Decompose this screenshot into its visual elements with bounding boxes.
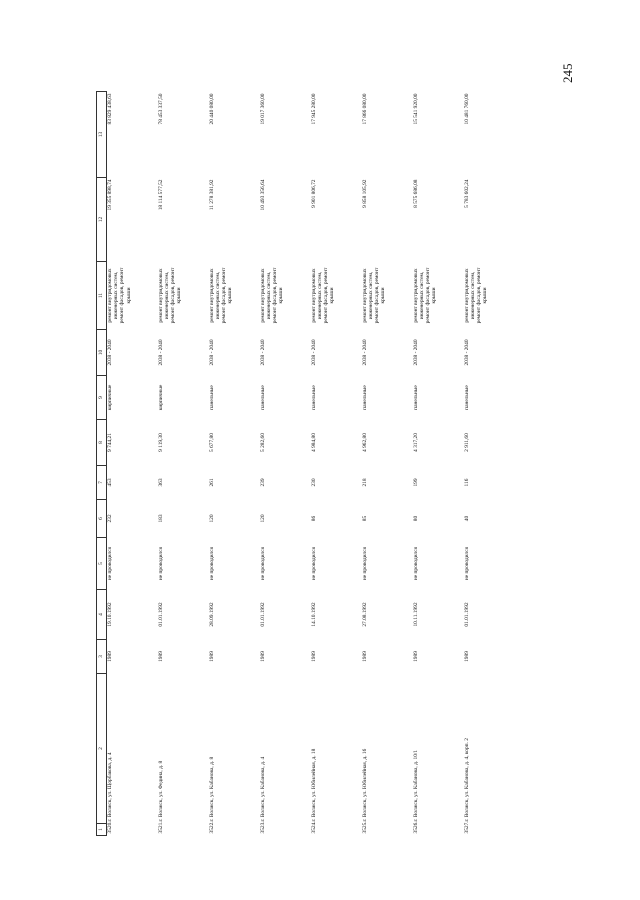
row-number: 3523. xyxy=(259,821,266,834)
works-cell: ремонт внутридомовых инженерных систем, ремонт фасадов, ремонт крыши xyxy=(208,267,234,324)
walls-cell: панельные xyxy=(259,385,266,410)
row-number: 3526. xyxy=(412,821,419,834)
table-row xyxy=(311,92,362,836)
area-cell: 4 962,80 xyxy=(361,433,368,452)
residents-cell: 453 xyxy=(107,478,113,487)
header-col-9: 9 xyxy=(97,376,107,420)
residents-cell: 218 xyxy=(361,478,368,487)
address-cell: г. Волжск, ул. Кабанова, д. 4 xyxy=(259,756,266,822)
period-cell: 2038 - 2040 xyxy=(361,339,368,366)
period-cell: 2038 - 2040 xyxy=(310,339,317,366)
overhaul-cell: не проводился xyxy=(259,546,266,581)
row-number: 3527. xyxy=(463,821,470,834)
apartments-cell: 120 xyxy=(259,514,266,523)
residents-cell: 239 xyxy=(259,478,266,487)
address-cell: г. Волжск, ул. Кабанова, д. 10/1 xyxy=(412,749,419,822)
period-cell: 2038 - 2040 xyxy=(259,339,266,366)
year-cell: 1989 xyxy=(310,651,317,662)
address-cell: г. Волжск, ул. Юбилейная, д. 18 xyxy=(310,748,317,822)
header-col-3: 3 xyxy=(97,640,107,674)
area-cell: 5 677,80 xyxy=(208,433,215,452)
privatization-date-cell: 01.01.1992 xyxy=(463,602,470,627)
overhaul-cell: не проводился xyxy=(310,546,317,581)
cost-cell: 8 575 686,08 xyxy=(412,179,419,208)
header-col-7: 7 xyxy=(97,466,107,500)
table-body xyxy=(107,92,515,836)
header-col-1: 1 xyxy=(97,824,107,836)
capital-repair-table xyxy=(96,91,515,836)
residents-cell: 230 xyxy=(310,478,317,487)
residents-cell: 116 xyxy=(463,478,470,487)
header-col-8: 8 xyxy=(97,420,107,466)
header-col-5: 5 xyxy=(97,538,107,590)
overhaul-cell: не проводился xyxy=(157,546,164,581)
cost-cell: 9 858 105,92 xyxy=(361,179,368,208)
privatization-date-cell: 19.10.1992 xyxy=(107,602,113,627)
privatization-date-cell: 10.11.1992 xyxy=(412,602,419,627)
total-cost-cell: 17 945 280,00 xyxy=(310,93,317,125)
overhaul-cell: не проводился xyxy=(361,546,368,581)
cost-cell: 5 783 602,24 xyxy=(463,179,470,208)
total-cost-cell: 10 481 760,00 xyxy=(463,93,470,125)
table-row xyxy=(158,92,209,836)
walls-cell: панельные xyxy=(463,385,470,410)
works-cell: ремонт внутридомовых инженерных систем, ремонт фасадов, ремонт крыши xyxy=(463,267,489,324)
overhaul-cell: не проводился xyxy=(208,546,215,581)
total-cost-cell: 83 829 438,63 xyxy=(107,93,113,125)
total-cost-cell: 17 866 080,00 xyxy=(361,93,368,125)
address-cell: г. Волжск, ул. Юбилейная, д. 16 xyxy=(361,748,368,822)
works-cell: ремонт внутридомовых инженерных систем, ремонт фасадов, ремонт крыши xyxy=(259,267,285,324)
cost-cell: 11 278 381,92 xyxy=(208,179,215,211)
row-number: 3520. xyxy=(107,821,113,834)
header-col-4: 4 xyxy=(97,590,107,640)
table-header xyxy=(97,92,107,836)
cost-cell: 9 901 806,72 xyxy=(310,179,317,208)
residents-cell: 199 xyxy=(412,478,419,487)
area-cell: 4 317,20 xyxy=(412,433,419,452)
period-cell: 2038 - 2040 xyxy=(412,339,419,366)
rotated-table-sheet xyxy=(96,92,530,836)
works-cell: ремонт внутридомовых инженерных систем, ремонт фасадов, ремонт крыши xyxy=(361,267,387,324)
apartments-cell: 232 xyxy=(107,514,113,523)
period-cell: 2038 - 2040 xyxy=(463,339,470,366)
walls-cell: панельные xyxy=(412,385,419,410)
cost-cell: 10 493 356,64 xyxy=(259,179,266,211)
table-row xyxy=(209,92,260,836)
header-col-11: 11 xyxy=(97,262,107,330)
year-cell: 1989 xyxy=(412,651,419,662)
works-cell: ремонт внутридомовых инженерных систем, ремонт фасадов, ремонт крыши xyxy=(310,267,336,324)
total-cost-cell: 19 017 360,00 xyxy=(259,93,266,125)
apartments-cell: 86 xyxy=(310,515,317,522)
privatization-date-cell: 28.09.1992 xyxy=(208,602,215,627)
year-cell: 1989 xyxy=(463,651,470,662)
apartments-cell: 40 xyxy=(463,515,470,522)
period-cell: 2038 - 2040 xyxy=(208,339,215,366)
address-cell: г. Волжск, ул. Кабанова, д. 8 xyxy=(208,756,215,822)
row-number: 3522. xyxy=(208,821,215,834)
apartments-cell: 80 xyxy=(412,515,419,522)
residents-cell: 261 xyxy=(208,478,215,487)
table-row xyxy=(464,92,515,836)
privatization-date-cell: 01.01.1992 xyxy=(259,602,266,627)
row-number: 3521. xyxy=(157,821,164,834)
walls-cell: панельные xyxy=(310,385,317,410)
table-row xyxy=(362,92,413,836)
overhaul-cell: не проводился xyxy=(412,546,419,581)
area-cell: 5 282,60 xyxy=(259,433,266,452)
total-cost-cell: 15 541 920,00 xyxy=(412,93,419,125)
walls-cell: панельные xyxy=(361,385,368,410)
year-cell: 1989 xyxy=(107,651,113,662)
header-col-6: 6 xyxy=(97,500,107,538)
address-cell: г. Волжск, ул. Кабанова, д. 4, корп. 2 xyxy=(463,738,470,822)
table-row xyxy=(107,92,158,836)
year-cell: 1989 xyxy=(361,651,368,662)
area-cell: 4 984,80 xyxy=(310,433,317,452)
total-cost-cell: 78 453 337,50 xyxy=(157,93,164,125)
row-number: 3525. xyxy=(361,821,368,834)
cost-cell: 19 355 898,74 xyxy=(107,179,113,211)
area-cell: 9 744,21 xyxy=(107,433,113,452)
year-cell: 1989 xyxy=(157,651,164,662)
apartments-cell: 85 xyxy=(361,515,368,522)
overhaul-cell: не проводился xyxy=(107,546,113,581)
walls-cell: кирпичные xyxy=(157,384,164,411)
row-number: 3524. xyxy=(310,821,317,834)
works-cell: ремонт внутридомовых инженерных систем, ремонт фасадов, ремонт крыши xyxy=(157,267,183,324)
table-row xyxy=(413,92,464,836)
table-row xyxy=(260,92,311,836)
header-col-12: 12 xyxy=(97,178,107,262)
header-col-2: 2 xyxy=(97,674,107,824)
works-cell: ремонт внутридомовых инженерных систем, ремонт фасадов, ремонт крыши xyxy=(412,267,438,324)
header-col-13: 13 xyxy=(97,92,107,178)
address-cell: г. Волжск, ул. Федина, д. 8 xyxy=(157,760,164,822)
cost-cell: 18 114 577,52 xyxy=(157,179,164,211)
works-cell: ремонт внутридомовых инженерных систем, ремонт фасадов, ремонт крыши xyxy=(107,267,132,324)
area-cell: 9 119,30 xyxy=(157,433,164,452)
privatization-date-cell: 01.01.1992 xyxy=(157,602,164,627)
apartments-cell: 183 xyxy=(157,514,164,523)
overhaul-cell: не проводился xyxy=(463,546,470,581)
area-cell: 2 911,60 xyxy=(463,433,470,452)
period-cell: 2038 - 2040 xyxy=(157,339,164,366)
header-col-10: 10 xyxy=(97,330,107,376)
address-cell: г. Волжск, ул. Щорбакова, д. 4 xyxy=(107,752,113,822)
total-cost-cell: 20 440 080,00 xyxy=(208,93,215,125)
page-number: 245 xyxy=(560,63,575,83)
year-cell: 1989 xyxy=(259,651,266,662)
walls-cell: панельные xyxy=(208,385,215,410)
period-cell: 2038 - 2040 xyxy=(107,339,113,366)
residents-cell: 363 xyxy=(157,478,164,487)
apartments-cell: 120 xyxy=(208,514,215,523)
privatization-date-cell: 14.10.1992 xyxy=(310,602,317,627)
walls-cell: кирпичные xyxy=(107,384,113,411)
privatization-date-cell: 27.08.1992 xyxy=(361,602,368,627)
year-cell: 1989 xyxy=(208,651,215,662)
